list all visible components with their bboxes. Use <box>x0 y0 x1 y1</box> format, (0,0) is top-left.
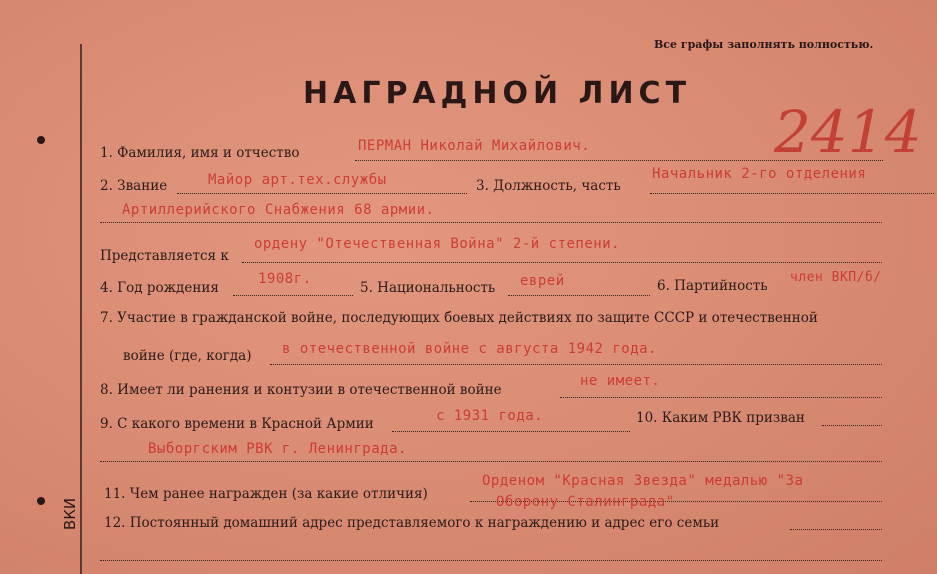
field-11-label: 11. Чем ранее награжден (за какие отличия) <box>104 486 428 502</box>
fill-instruction: Все графы заполнять полностью. <box>654 38 874 51</box>
margin-line <box>80 44 82 574</box>
field-1-label: 1. Фамилия, имя и отчество <box>100 145 300 161</box>
page-title: НАГРАДНОЙ ЛИСТ <box>303 76 692 111</box>
margin-stamp-text: ВКИ <box>61 497 80 531</box>
represented-value: ордену "Отечественная Война" 2-й степени. <box>254 236 621 252</box>
field-6-value: член ВКП/б/ <box>790 270 882 285</box>
field-9-line <box>392 431 630 432</box>
field-4-line <box>233 295 353 296</box>
field-12-line <box>790 529 882 530</box>
field-2-label: 2. Звание <box>100 178 168 194</box>
represented-label: Представляется к <box>100 248 229 264</box>
field-12-label: 12. Постоянный домашний адрес представляемого к награждению и адрес его семьи <box>104 515 720 531</box>
field-5-line <box>508 295 650 296</box>
field-7-line <box>270 364 882 365</box>
punch-hole <box>37 497 45 505</box>
field-12-line-cont <box>100 560 882 561</box>
field-4-value: 1908г. <box>258 271 312 287</box>
field-8-line <box>560 397 882 398</box>
field-3-label: 3. Должность, часть <box>476 178 621 194</box>
handwritten-number-text: 2414 <box>774 98 922 166</box>
field-3-value-cont: Артиллерийского Снабжения 68 армии. <box>122 202 435 218</box>
field-4-label: 4. Год рождения <box>100 280 219 296</box>
field-9-value: с 1931 года. <box>436 408 544 424</box>
field-1-line <box>355 160 883 161</box>
field-3-line-cont <box>100 222 882 223</box>
field-10-line <box>822 425 882 426</box>
punch-hole <box>37 136 45 144</box>
field-3-value: Начальник 2-го отделения <box>652 166 867 182</box>
field-2-line <box>177 193 467 194</box>
field-6-label: 6. Партийность <box>657 278 768 294</box>
field-7-label-a: 7. Участие в гражданской войне, последующих боевых действиях по защите СССР и отечественной <box>100 310 818 326</box>
field-3-line <box>650 193 934 194</box>
field-7-label-b: войне (где, когда) <box>123 348 252 364</box>
field-5-label: 5. Национальность <box>360 280 496 296</box>
field-10-value: Выборгским РВК г. Ленинграда. <box>148 441 407 457</box>
field-10-label: 10. Каким РВК призван <box>636 410 805 426</box>
field-11-value-b: Оборону Сталинграда" <box>496 494 675 510</box>
field-11-value-a: Орденом "Красная Звезда" медалью "За <box>482 473 804 489</box>
represented-line <box>242 262 882 263</box>
field-9-label: 9. С какого времени в Красной Армии <box>100 416 374 432</box>
field-2-value: Майор арт.тех.службы <box>208 172 387 188</box>
field-8-label: 8. Имеет ли ранения и контузии в отечественной войне <box>100 382 502 398</box>
field-5-value: еврей <box>520 273 565 289</box>
field-7-value: в отечественной войне с августа 1942 года. <box>282 341 658 357</box>
field-8-value: не имеет. <box>580 373 661 389</box>
field-1-value: ПЕРМАН Николай Михайлович. <box>358 138 591 154</box>
field-10-line-cont <box>100 461 882 462</box>
